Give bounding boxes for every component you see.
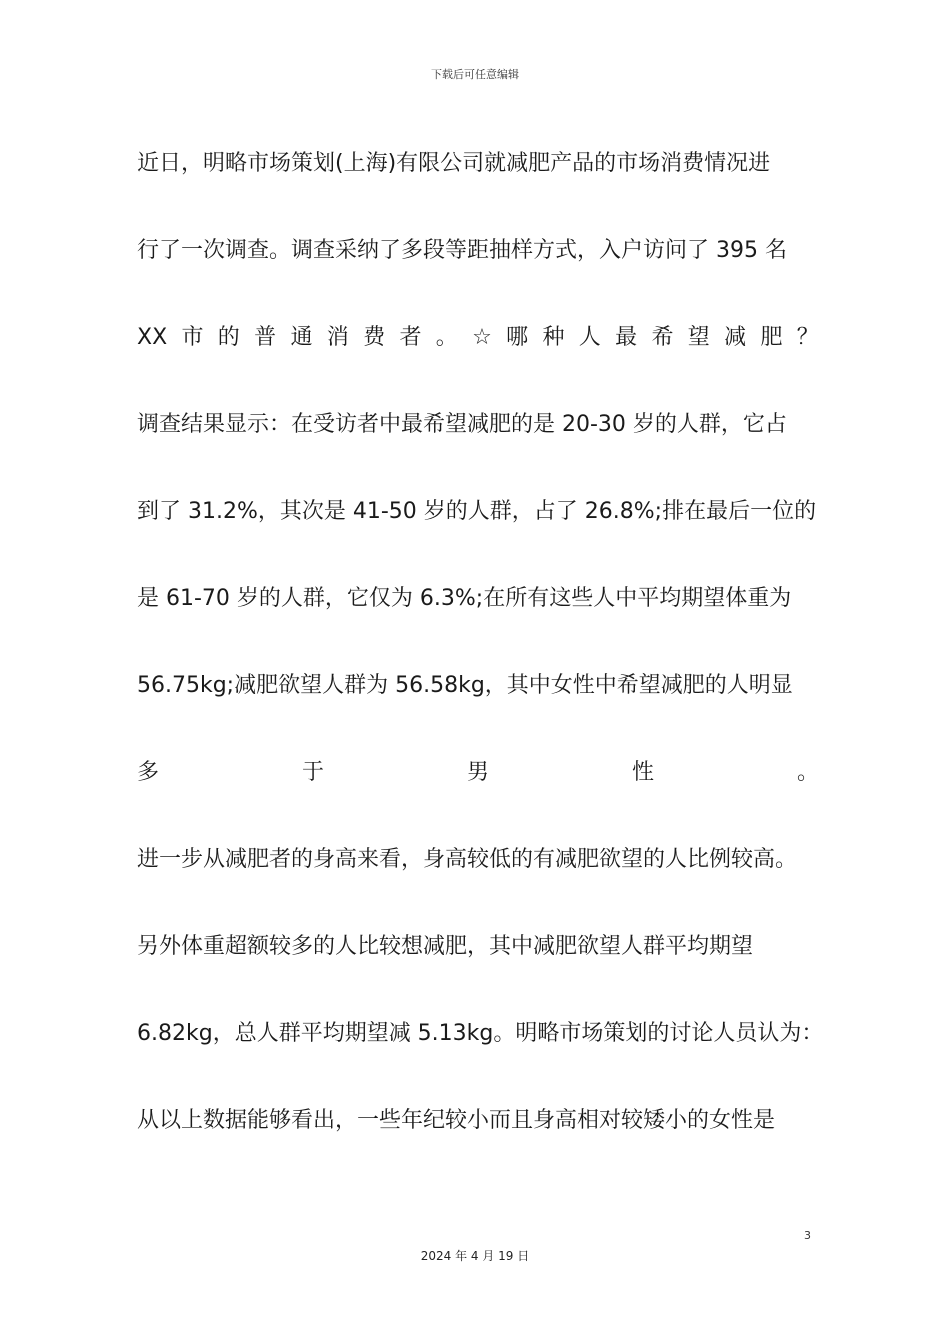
justified-token: 希 [651,325,674,350]
text-line-3 [137,314,819,401]
page-number: 3 [804,1229,811,1242]
justified-token: 费 [363,325,386,350]
text-line-2: 行了一次调查。调查采纳了多段等距抽样方式，入户访问了 395 名 [137,238,787,263]
justified-token: 哪 [506,325,529,350]
text-line-11: 6.82kg，总人群平均期望减 5.13kg。明略市场策划的讨论人员认为： [137,1021,824,1046]
justified-token: 男 [466,760,489,785]
text-line-12: 从以上数据能够看出，一些年纪较小而且身高相对较矮小的女性是 [137,1108,776,1133]
justified-token: 普 [254,325,277,350]
justified-token: 种 [542,325,565,350]
page-footer-date: 2024 年 4 月 19 日 [420,1249,530,1263]
justified-token: 最 [615,325,638,350]
justified-token: 望 [687,325,710,350]
text-line-8 [137,749,819,836]
justified-token: 市 [181,325,204,350]
page-header: 下载后可任意编辑 [431,68,519,81]
justified-token: ☆ [472,325,492,350]
text-line-1: 近日，明略市场策划(上海)有限公司就减肥产品的市场消费情况进 [137,151,771,176]
justified-token: 的 [217,325,240,350]
text-line-5: 到了 31.2%，其次是 41-50 岁的人群，占了 26.8%;排在最后一位的 [137,499,817,524]
text-line-10: 另外体重超额较多的人比较想减肥，其中减肥欲望人群平均期望 [137,934,754,959]
text-line-4: 调查结果显示：在受访者中最希望减肥的是 20-30 岁的人群，它占 [137,412,787,437]
text-line-9: 进一步从减肥者的身高来看，身高较低的有减肥欲望的人比例较高。 [137,847,798,872]
justified-token: 。 [435,325,458,350]
document-body [137,140,824,1184]
justified-token: XX [137,325,168,350]
justified-token: ？ [796,325,819,350]
justified-token: 消 [326,325,349,350]
justified-token: 性 [631,760,654,785]
justified-token: 减 [724,325,747,350]
justified-token: 多 [137,760,160,785]
justified-token: 者 [399,325,422,350]
justified-token: 通 [290,325,313,350]
text-line-7: 56.75kg;减肥欲望人群为 56.58kg，其中女性中希望减肥的人明显 [137,673,793,698]
text-line-6: 是 61-70 岁的人群，它仅为 6.3%;在所有这些人中平均期望体重为 [137,586,792,611]
justified-token: 肥 [760,325,783,350]
justified-token: 。 [796,760,819,785]
justified-token: 人 [578,325,601,350]
justified-token: 于 [301,760,324,785]
